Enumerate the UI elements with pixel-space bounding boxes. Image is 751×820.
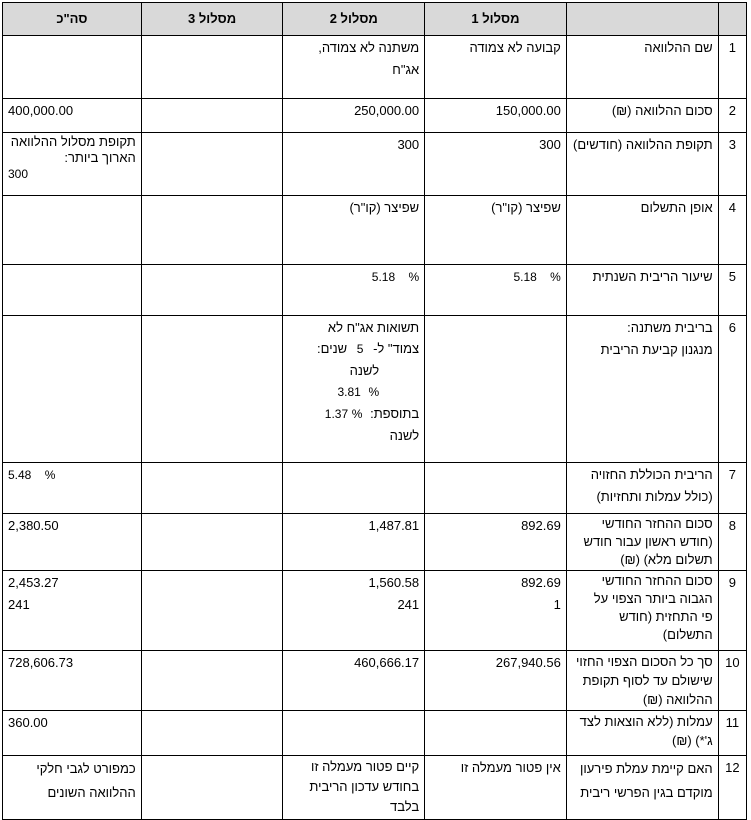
track-3-cell bbox=[141, 711, 283, 756]
track-2-cell bbox=[283, 711, 425, 756]
table-row bbox=[3, 133, 747, 196]
mechanism-margin: 1.37 bbox=[324, 407, 349, 421]
track-3-cell bbox=[141, 36, 283, 99]
track-2-cell bbox=[283, 316, 425, 463]
total-line: תקופת מסלול ההלוואה bbox=[10, 134, 136, 149]
track-2-cell: 460,666.17 bbox=[283, 651, 425, 711]
total-cell bbox=[3, 756, 142, 820]
row-label-line: (חודש ראשון עבור חודש bbox=[583, 534, 713, 549]
total-line: הארוך ביותר: bbox=[64, 150, 136, 165]
mechanism-text: שנים: bbox=[317, 341, 348, 356]
total-cell bbox=[3, 36, 142, 99]
row-label-line: עמלות (ללא הוצאות לצד bbox=[579, 714, 713, 729]
header-label bbox=[566, 3, 718, 36]
mechanism-base-rate: 3.81 bbox=[337, 385, 361, 399]
row-number: 2 bbox=[718, 99, 746, 133]
row-number: 3 bbox=[718, 133, 746, 196]
mechanism-line bbox=[288, 403, 419, 425]
track-2-cell: 1,487.81 bbox=[283, 514, 425, 571]
row-number: 9 bbox=[718, 571, 746, 651]
row-label-line: הגבוה ביותר הצפוי על bbox=[593, 591, 713, 606]
header-track-3: מסלול 3 bbox=[141, 3, 283, 36]
row-label-line: פי התחזית (חודש bbox=[619, 609, 713, 624]
row-label bbox=[566, 514, 718, 571]
rate-value bbox=[430, 266, 561, 288]
row-label: אופן התשלום bbox=[566, 196, 718, 265]
row-label-line: (כולל עמלות ותחזיות) bbox=[596, 489, 713, 504]
total-cell bbox=[3, 316, 142, 463]
percent-sign: % bbox=[368, 385, 380, 399]
mechanism-line: לשנה bbox=[349, 363, 380, 378]
row-label-line: הריבית הכוללת החזויה bbox=[590, 467, 713, 482]
track-2-cell bbox=[283, 571, 425, 651]
row-label-line: האם קיימת עמלת פירעון bbox=[579, 761, 713, 776]
track-3-cell bbox=[141, 316, 283, 463]
mechanism-text: בתוספת: bbox=[370, 406, 420, 421]
track-2-line: אג"ח bbox=[392, 62, 420, 77]
rate-value bbox=[8, 464, 136, 486]
row-number: 11 bbox=[718, 711, 746, 756]
track-3-cell bbox=[141, 463, 283, 514]
table-row bbox=[3, 571, 747, 651]
total-cell bbox=[3, 133, 142, 196]
total-cell: 400,000.00 bbox=[3, 99, 142, 133]
max-payment: 892.69 bbox=[521, 575, 561, 590]
percent-sign: % bbox=[408, 270, 420, 284]
track-3-cell bbox=[141, 196, 283, 265]
total-line: ההלוואה השונים bbox=[47, 785, 136, 800]
max-payment-month: 1 bbox=[553, 597, 561, 612]
rate-value bbox=[288, 266, 419, 288]
table-row bbox=[3, 463, 747, 514]
track-2-cell bbox=[283, 756, 425, 820]
track-2-line: קיים פטור מעמלה זו bbox=[310, 759, 420, 774]
row-number: 1 bbox=[718, 36, 746, 99]
row-label-line: סכום ההחזר החודשי bbox=[601, 573, 713, 588]
max-payment: 2,453.27 bbox=[8, 575, 59, 590]
track-1-cell bbox=[425, 265, 567, 316]
total-cell bbox=[3, 463, 142, 514]
track-1-cell: קבועה לא צמודה bbox=[425, 36, 567, 99]
track-3-cell bbox=[141, 651, 283, 711]
header-track-2: מסלול 2 bbox=[283, 3, 425, 36]
track-2-line: בחודש עדכון הריבית bbox=[309, 779, 420, 794]
row-number: 10 bbox=[718, 651, 746, 711]
track-3-cell bbox=[141, 514, 283, 571]
rate-number: 5.18 bbox=[371, 270, 396, 284]
row-label-line: מנגנון קביעת הריבית bbox=[600, 342, 713, 357]
track-2-cell bbox=[283, 463, 425, 514]
row-label-line: ג'*) (₪) bbox=[671, 733, 713, 748]
row-label bbox=[566, 316, 718, 463]
row-number: 7 bbox=[718, 463, 746, 514]
track-3-cell bbox=[141, 99, 283, 133]
track-2-line: משתנה לא צמודה, bbox=[318, 40, 420, 55]
total-cell: 360.00 bbox=[3, 711, 142, 756]
max-payment-month: 241 bbox=[397, 597, 420, 612]
row-label bbox=[566, 651, 718, 711]
track-3-cell bbox=[141, 756, 283, 820]
row-label: שם ההלוואה bbox=[566, 36, 718, 99]
row-label bbox=[566, 463, 718, 514]
track-1-cell bbox=[425, 316, 567, 463]
row-label bbox=[566, 756, 718, 820]
total-cell bbox=[3, 196, 142, 265]
track-1-cell bbox=[425, 571, 567, 651]
track-2-line: בלבד bbox=[390, 799, 420, 814]
total-cell bbox=[3, 265, 142, 316]
track-2-cell bbox=[283, 265, 425, 316]
loan-comparison-table bbox=[2, 2, 747, 820]
track-1-cell bbox=[425, 711, 567, 756]
row-label-line: תשלום מלא) (₪) bbox=[620, 552, 713, 567]
row-number: 8 bbox=[718, 514, 746, 571]
total-cell bbox=[3, 571, 142, 651]
track-1-cell: 300 bbox=[425, 133, 567, 196]
row-number: 12 bbox=[718, 756, 746, 820]
row-label bbox=[566, 571, 718, 651]
total-cell: 2,380.50 bbox=[3, 514, 142, 571]
header-row bbox=[3, 3, 747, 36]
table-row bbox=[3, 514, 747, 571]
mechanism-line bbox=[288, 338, 419, 360]
header-index bbox=[718, 3, 746, 36]
percent-sign: % bbox=[351, 407, 363, 421]
mechanism-text: צמוד" ל- bbox=[373, 341, 420, 356]
track-1-cell bbox=[425, 463, 567, 514]
table-row bbox=[3, 711, 747, 756]
row-label-line: סכום ההחזר החודשי bbox=[601, 516, 713, 531]
track-1-cell: שפיצר (קו"ר) bbox=[425, 196, 567, 265]
total-line: 300 bbox=[8, 167, 29, 181]
track-3-cell bbox=[141, 571, 283, 651]
row-label-line: בריבית משתנה: bbox=[627, 320, 713, 335]
table-row bbox=[3, 316, 747, 463]
row-label-line: מוקדם בגין הפרשי ריבית bbox=[580, 785, 713, 800]
table-row bbox=[3, 99, 747, 133]
track-1-cell: 267,940.56 bbox=[425, 651, 567, 711]
table-row bbox=[3, 651, 747, 711]
row-label: שיעור הריבית השנתית bbox=[566, 265, 718, 316]
mechanism-line: תשואות אג"ח לא bbox=[327, 320, 420, 335]
percent-sign: % bbox=[550, 270, 561, 284]
row-label: תקופת ההלוואה (חודשים) bbox=[566, 133, 718, 196]
table-row bbox=[3, 756, 747, 820]
track-2-cell: שפיצר (קו"ר) bbox=[283, 196, 425, 265]
max-payment-month: 241 bbox=[8, 597, 30, 612]
track-1-cell: 150,000.00 bbox=[425, 99, 567, 133]
table-row bbox=[3, 196, 747, 265]
table-row bbox=[3, 265, 747, 316]
row-label-line: שישולם עד לסוף תקופת bbox=[582, 673, 713, 688]
total-cell: 728,606.73 bbox=[3, 651, 142, 711]
row-label bbox=[566, 711, 718, 756]
table-row bbox=[3, 36, 747, 99]
max-payment: 1,560.58 bbox=[368, 575, 420, 590]
track-1-cell: 892.69 bbox=[425, 514, 567, 571]
row-number: 6 bbox=[718, 316, 746, 463]
row-label-line: התשלום) bbox=[662, 627, 713, 642]
row-label-line: סך כל הסכום הצפוי החזוי bbox=[576, 654, 713, 669]
track-3-cell bbox=[141, 133, 283, 196]
track-1-cell: אין פטור מעמלה זו bbox=[425, 756, 567, 820]
percent-sign: % bbox=[44, 468, 56, 482]
mechanism-line bbox=[288, 381, 419, 403]
rate-number: 5.48 bbox=[8, 468, 32, 482]
row-label: סכום ההלוואה (₪) bbox=[566, 99, 718, 133]
track-3-cell bbox=[141, 265, 283, 316]
track-2-cell: 250,000.00 bbox=[283, 99, 425, 133]
track-2-cell bbox=[283, 36, 425, 99]
row-number: 5 bbox=[718, 265, 746, 316]
mechanism-years: 5 bbox=[356, 342, 364, 356]
row-number: 4 bbox=[718, 196, 746, 265]
row-label-line: ההלוואה (₪) bbox=[642, 692, 713, 707]
header-track-1: מסלול 1 bbox=[425, 3, 567, 36]
track-2-cell: 300 bbox=[283, 133, 425, 196]
rate-number: 5.18 bbox=[513, 270, 537, 284]
header-total: סה"כ bbox=[3, 3, 142, 36]
mechanism-line: לשנה bbox=[389, 428, 420, 443]
total-line: כמפורט לגבי חלקי bbox=[36, 761, 136, 776]
